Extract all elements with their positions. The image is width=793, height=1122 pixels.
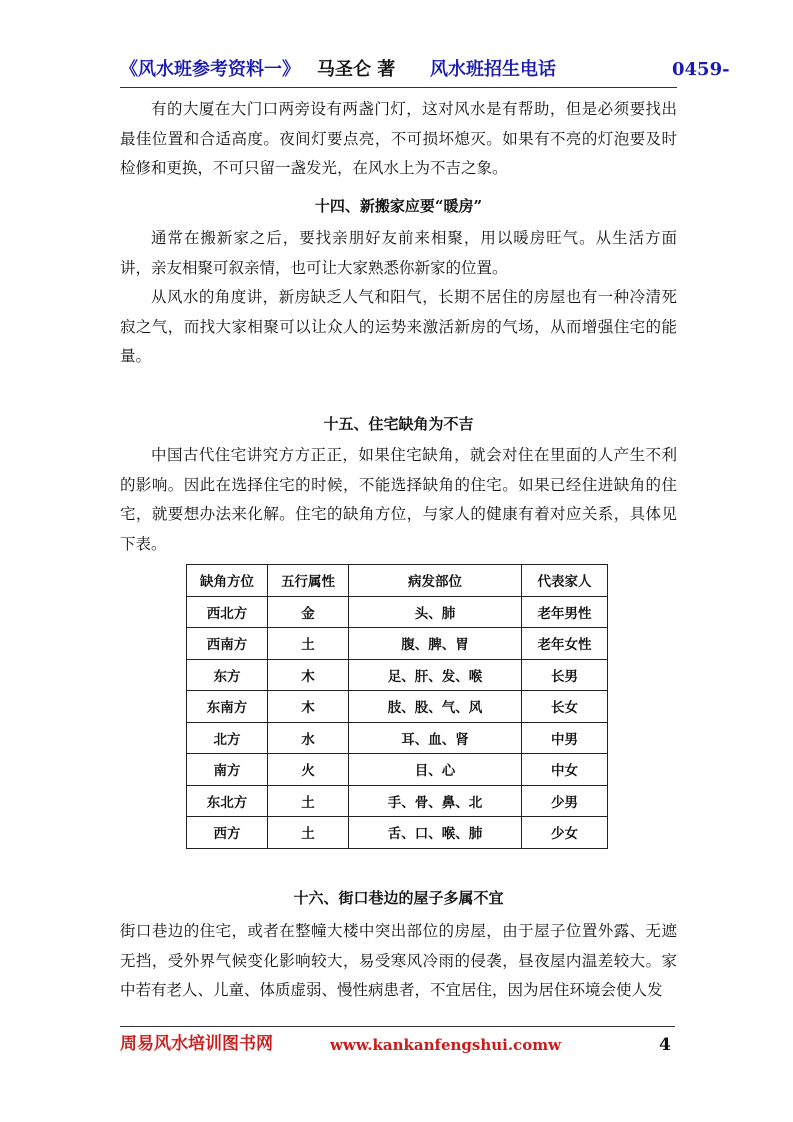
table-header-cell: 病发部位 <box>349 565 522 597</box>
table-cell: 土 <box>268 785 349 817</box>
header-divider <box>120 87 677 88</box>
table-cell: 木 <box>268 659 349 691</box>
table-cell: 长女 <box>522 691 608 723</box>
table-cell: 耳、血、肾 <box>349 722 522 754</box>
table-cell: 少男 <box>522 785 608 817</box>
table-cell: 老年女性 <box>522 628 608 660</box>
table-cell: 东方 <box>187 659 268 691</box>
table-header-row <box>187 565 608 597</box>
section-heading-16: 十六、街口巷边的屋子多属不宜 <box>293 889 504 907</box>
paragraph-5: 街口巷边的住宅，或者在整幢大楼中突出部位的房屋，由于屋子位置外露、无遮无挡，受外界气候变化影响较大，易受寒风冷雨的侵袭，昼夜屋内温差较大。家中若有老人、儿童、体质虚弱、慢性病患者，不宜居住，因为居住环境会使人发 <box>120 922 677 999</box>
section-16-body <box>120 917 677 1006</box>
section-heading-15: 十五、住宅缺角为不吉 <box>323 415 474 433</box>
table-cell: 中女 <box>522 754 608 786</box>
table-header-cell: 代表家人 <box>522 565 608 597</box>
table-cell: 西北方 <box>187 596 268 628</box>
table-cell: 金 <box>268 596 349 628</box>
paragraph-1: 有的大厦在大门口两旁设有两盏门灯，这对风水是有帮助，但是必须要找出最佳位置和合适高度。夜间灯要点亮，不可损坏熄灭。如果有不亮的灯泡要及时检修和更换，不可只留一盏发光，在风水上为不吉之象。 <box>120 100 677 177</box>
table-cell: 西方 <box>187 817 268 849</box>
table-cell: 土 <box>268 628 349 660</box>
table-row <box>187 785 608 817</box>
section-14-body <box>120 224 677 372</box>
header-author: 马圣仑 著 <box>317 59 396 80</box>
table-cell: 东北方 <box>187 785 268 817</box>
footer-site-name: 周易风水培训图书网 <box>120 1034 273 1054</box>
table-cell: 南方 <box>187 754 268 786</box>
table-cell: 目、心 <box>349 754 522 786</box>
table-row <box>187 722 608 754</box>
section-heading-14: 十四、新搬家应要“暖房” <box>314 197 483 215</box>
table-cell: 火 <box>268 754 349 786</box>
paragraph-4: 中国古代住宅讲究方方正正，如果住宅缺角，就会对住在里面的人产生不利的影响。因此在选择住宅的时候，不能选择缺角的住宅。如果已经住进缺角的住宅，就要想办法来化解。住宅的缺角方位，与家人的健康有着对应关系，具体见下表。 <box>120 446 677 553</box>
header-enroll-phone: 风水班招生电话 <box>430 59 556 80</box>
table-row <box>187 817 608 849</box>
page-number: 4 <box>659 1035 671 1055</box>
paragraph-2: 通常在搬新家之后，要找亲朋好友前来相聚，用以暖房旺气。从生活方面讲，亲友相聚可叙亲情，也可让大家熟悉你新家的位置。 <box>120 229 677 277</box>
table-cell: 腹、脾、胃 <box>349 628 522 660</box>
table-cell: 长男 <box>522 659 608 691</box>
table-row <box>187 596 608 628</box>
table-cell: 肢、股、气、风 <box>349 691 522 723</box>
header-phone-prefix: 0459- <box>672 59 730 80</box>
table-row <box>187 691 608 723</box>
table-header-cell: 缺角方位 <box>187 565 268 597</box>
table-cell: 北方 <box>187 722 268 754</box>
table-cell: 足、肝、发、喉 <box>349 659 522 691</box>
table-header-cell: 五行属性 <box>268 565 349 597</box>
table-cell: 头、肺 <box>349 596 522 628</box>
table-cell: 老年男性 <box>522 596 608 628</box>
table-row <box>187 659 608 691</box>
footer-divider <box>120 1026 675 1027</box>
table-row <box>187 754 608 786</box>
missing-corner-table <box>186 564 608 849</box>
section-15-body <box>120 441 677 559</box>
table-cell: 中男 <box>522 722 608 754</box>
footer-url-link[interactable]: www.kankanfengshui.comw <box>330 1036 561 1054</box>
table-cell: 土 <box>268 817 349 849</box>
table-row <box>187 628 608 660</box>
table-cell: 水 <box>268 722 349 754</box>
paragraph-3: 从风水的角度讲，新房缺乏人气和阳气，长期不居住的房屋也有一种冷清死寂之气，而找大家相聚可以让众人的运势来激活新房的气场，从而增强住宅的能量。 <box>120 288 677 365</box>
table-cell: 西南方 <box>187 628 268 660</box>
table-cell: 少女 <box>522 817 608 849</box>
table-cell: 木 <box>268 691 349 723</box>
paragraph-door-lights <box>120 95 677 184</box>
header-title: 《风水班参考资料一》 <box>120 59 300 80</box>
table-cell: 东南方 <box>187 691 268 723</box>
table-cell: 手、骨、鼻、北 <box>349 785 522 817</box>
table-cell: 舌、口、喉、肺 <box>349 817 522 849</box>
